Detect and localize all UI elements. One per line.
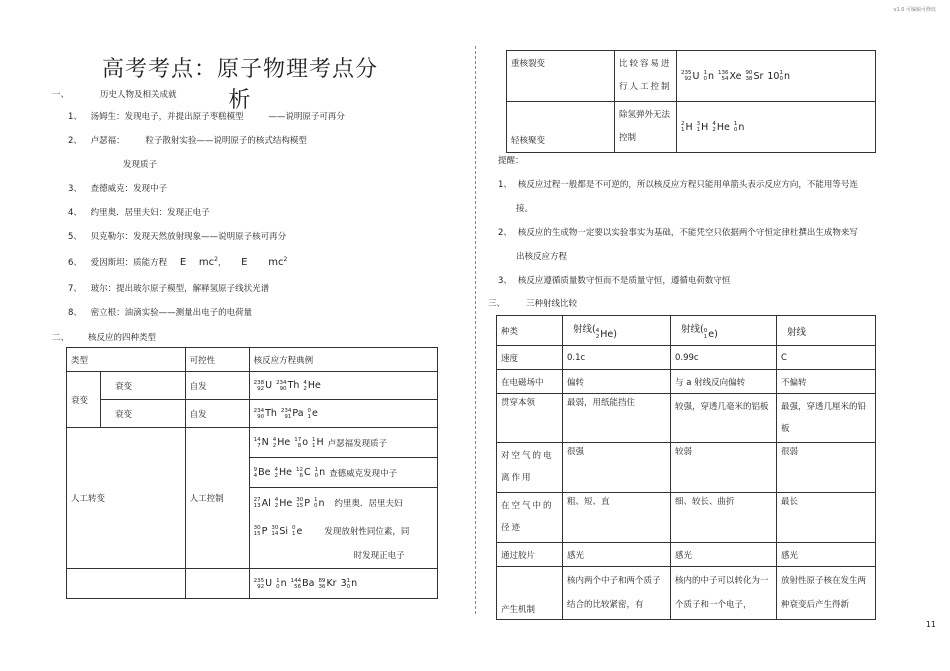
nuclide: 4 2 He xyxy=(303,379,321,392)
nuclide: 0 1 e xyxy=(307,407,318,420)
item-number: 6、 xyxy=(68,258,82,268)
table-row xyxy=(67,372,438,400)
spontaneous-label: 自发 xyxy=(185,400,249,428)
row-label: 在空气中的径迹 xyxy=(497,493,563,543)
sec1-item-8 xyxy=(68,306,252,318)
beta-cell: 0.99c xyxy=(671,346,777,370)
beta-cell: 感光 xyxy=(671,543,777,567)
table-header-row xyxy=(497,316,876,346)
header-kind: 种类 xyxy=(497,316,563,346)
fusion-control: 除氢弹外无法控制 xyxy=(615,102,677,153)
table-row xyxy=(497,443,876,493)
item-number: 7、 xyxy=(68,284,82,294)
decay-group-label: 衰变 xyxy=(67,372,101,428)
item-text: 贝克勒尔：发现天然放射现象——说明原子核可再分 xyxy=(90,232,287,242)
fission-type: 重核裂变 xyxy=(507,51,615,102)
table-header-row xyxy=(67,348,438,372)
artificial-control-label: 人工控制 xyxy=(185,428,249,569)
sec1-item-2b: 发现质子 xyxy=(123,160,158,170)
item-number: 8、 xyxy=(68,308,82,318)
column-divider xyxy=(475,46,476,614)
sec1-item-5 xyxy=(68,230,286,242)
item-text: 密立根：油滴实验——测量出电子的电荷量 xyxy=(90,308,253,318)
section1-heading: 历史人物及相关成就 xyxy=(100,90,177,100)
row-label: 对空气的电离作用 xyxy=(497,443,563,493)
spontaneous-label: 自发 xyxy=(185,372,249,400)
einstein-e2: E xyxy=(241,257,248,268)
beta-cell: 与 a 射线反向偏转 xyxy=(671,370,777,394)
header-alpha: 射线( 4 2 He) xyxy=(563,316,671,346)
section3-heading: 三种射线比较 xyxy=(526,299,578,309)
row-label: 通过胶片 xyxy=(497,543,563,567)
einstein-sup1: 2 xyxy=(214,256,218,264)
gamma-cell: C xyxy=(777,346,876,370)
alpha-cell: 0.1c xyxy=(563,346,671,370)
table-row xyxy=(497,493,876,543)
gamma-cell: 最长 xyxy=(777,493,876,543)
alpha-decay-equation xyxy=(249,372,437,400)
gamma-cell: 放射性原子核在发生两种衰变后产生得新 xyxy=(777,567,876,620)
row-label: 在电磁场中 xyxy=(497,370,563,394)
fission-control: 比较容易进行人工控制 xyxy=(615,51,677,102)
table-row xyxy=(67,428,438,569)
reaction-types-table xyxy=(66,347,438,599)
beta-cell: 较强，穿透几毫米的铝板 xyxy=(671,394,777,443)
table-row xyxy=(67,400,438,428)
artificial-equations xyxy=(249,428,437,569)
page-number: 11 xyxy=(925,620,936,629)
sec1-item-2 xyxy=(68,134,307,146)
sec1-item-3 xyxy=(68,182,167,194)
proton-note: 卢瑟福发现质子 xyxy=(327,438,388,449)
header-beta: 射线( 0 1 e) xyxy=(671,316,777,346)
neutron-note: 查德威克发现中子 xyxy=(329,468,398,479)
item-number: 4、 xyxy=(68,208,82,218)
row-label: 速度 xyxy=(497,346,563,370)
radiation-table xyxy=(496,315,876,620)
table-row xyxy=(497,346,876,370)
einstein-sup2: 2 xyxy=(283,256,288,264)
positron-note: 约里奥．居里夫妇 xyxy=(334,499,403,509)
gamma-cell: 不偏转 xyxy=(777,370,876,394)
alpha-cell: 偏转 xyxy=(563,370,671,394)
reminder-item-3: 3、 核反应遵循质量数守恒而不是质量守恒，遵循电荷数守恒 xyxy=(498,276,731,286)
empty-cell xyxy=(67,569,186,599)
gamma-cell: 感光 xyxy=(777,543,876,567)
nuclide: 238 92 U xyxy=(253,379,273,392)
item-number: 2、 xyxy=(68,136,82,146)
beta-decay-label: 衰变 xyxy=(101,400,186,428)
fusion-type: 轻核聚变 xyxy=(507,102,615,153)
beta-cell: 较弱 xyxy=(671,443,777,493)
alpha-cell: 核内两个中子和两个质子结合的比较紧密，有 xyxy=(563,567,671,620)
einstein-mc1: mc xyxy=(198,257,215,268)
row-label: 贯穿本领 xyxy=(497,394,563,443)
alpha-cell: 很强 xyxy=(563,443,671,493)
positron-equation-1: 27 13 Al 4 2 He 30 15 P 1 0 n 约里奥．居里夫妇 xyxy=(253,497,403,509)
reminder-item-1: 1、 核反应过程一般都是不可逆的，所以核反应方程只能用单箭头表示反应方向，不能用等号连 xyxy=(498,180,858,190)
header-example: 核反应方程典例 xyxy=(249,348,437,372)
sec1-item-1 xyxy=(68,110,345,122)
item-number: 3、 xyxy=(68,184,82,194)
fission-equation: 235 92 U 1 0 n 144 56 Ba 89 36 Kr 3 1 0 n xyxy=(249,569,437,599)
alpha-cell: 感光 xyxy=(563,543,671,567)
table-row xyxy=(497,370,876,394)
beta-cell: 细、较长、曲折 xyxy=(671,493,777,543)
sec1-item-4 xyxy=(68,206,210,218)
item-text: 约里奥．居里夫妇：发现正电子 xyxy=(90,208,210,218)
fission-fusion-table xyxy=(506,50,876,153)
einstein-mc2: mc xyxy=(268,257,284,268)
fission-equation-2: 235 92 U 1 0 n 136 54 Xe 90 38 Sr 10 1 0 n xyxy=(677,51,876,102)
alpha-cell: 粗、短、直 xyxy=(563,493,671,543)
header-type: 类型 xyxy=(67,348,186,372)
table-row xyxy=(497,543,876,567)
gamma-cell: 最强，穿透几厘米的铅板 xyxy=(777,394,876,443)
page-title: 高考考点：原子物理考点分析 xyxy=(101,57,378,113)
item-text: 卢瑟福： xyxy=(90,136,125,146)
fusion-equation: 2 1 H 3 1 H 4 2 He 1 0 n xyxy=(677,102,876,153)
einstein-comma: ， xyxy=(217,258,227,268)
item-text: 汤姆生：发现电子，并提出原子枣糕模型 xyxy=(90,112,244,122)
artificial-type-label: 人工转变 xyxy=(67,428,186,569)
table-row xyxy=(497,394,876,443)
reminder-item-2b: 出核反应方程 xyxy=(516,252,568,262)
isotope-note: 发现放射性同位素，同 xyxy=(324,527,410,537)
beta-decay-equation xyxy=(249,400,437,428)
alpha-decay-label: 衰变 xyxy=(101,372,186,400)
header-control: 可控性 xyxy=(185,348,249,372)
alpha-cell: 最弱，用纸能挡住 xyxy=(563,394,671,443)
item-number: 1、 xyxy=(68,112,82,122)
neutron-discovery-equation: 9 4 Be 4 2 He 12 6 C 1 0 n 查德威克发现中子 xyxy=(250,458,437,488)
reminder-item-2: 2、 核反应的生成物一定要以实验事实为基础，不能凭空只依据两个守恒定律杜撰出生成物来写 xyxy=(498,228,858,238)
section3-number: 三、 xyxy=(488,299,506,309)
item-text: 玻尔：提出玻尔原子模型，解释氢原子线状光谱 xyxy=(90,284,270,294)
reminder-heading: 提醒： xyxy=(498,156,524,166)
isotope-note-2: 时发现正电子 xyxy=(353,551,405,561)
item-number: 5、 xyxy=(68,232,82,242)
positron-equation-2: 30 15 P 30 14 Si 0 1 e 发现放射性同位素，同 xyxy=(253,525,410,537)
gamma-cell: 很弱 xyxy=(777,443,876,493)
nuclide: 234 90 Th xyxy=(253,407,277,420)
table-row xyxy=(507,51,876,102)
section1-number: 一、 xyxy=(52,90,70,100)
proton-discovery-equation: 14 7 N 4 2 He 17 8 o 1 1 H 卢瑟福发现质子 xyxy=(250,428,437,458)
nuclide: 234 91 Pa xyxy=(280,407,304,420)
table-row xyxy=(507,102,876,153)
sec1-item-6 xyxy=(68,256,287,268)
nuclide: 234 90 Th xyxy=(276,379,300,392)
header-gamma: 射线 xyxy=(777,316,876,346)
section2-number: 二、 xyxy=(52,333,70,343)
item-extra: ——说明原子可再分 xyxy=(268,112,345,122)
header-text: v1.0 可编辑可修改 xyxy=(893,7,936,13)
item-text: 爱因斯坦：质能方程 xyxy=(90,258,168,268)
table-row xyxy=(67,569,438,599)
sec1-item-7 xyxy=(68,282,269,294)
einstein-e1: E xyxy=(179,257,187,268)
table-row xyxy=(497,567,876,620)
section2-heading: 核反应的四种类型 xyxy=(88,333,157,343)
row-label: 产生机制 xyxy=(497,567,563,620)
empty-cell xyxy=(185,569,249,599)
item-text: 查德威克：发现中子 xyxy=(90,184,168,194)
beta-cell: 核内的中子可以转化为一个质子和一个电子， xyxy=(671,567,777,620)
reminder-item-1b: 接。 xyxy=(516,204,534,214)
item-extra: 粒子散射实验——说明原子的核式结构模型 xyxy=(145,136,307,146)
